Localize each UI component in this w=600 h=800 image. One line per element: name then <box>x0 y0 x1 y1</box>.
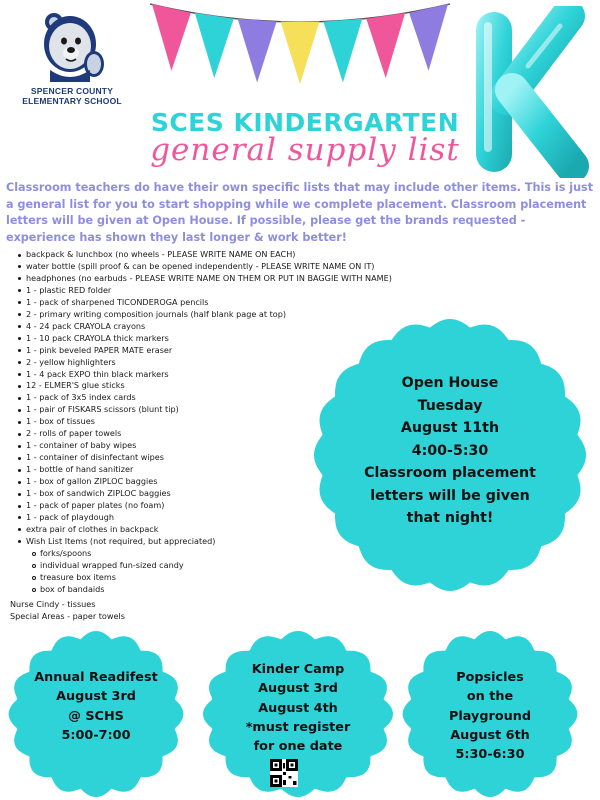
badge-text <box>402 668 578 764</box>
supply-item: 1 - pack of paper plates (no foam) <box>26 500 426 512</box>
badge-line: 4:00-5:30 <box>411 442 489 459</box>
supply-item: 1 - container of baby wipes <box>26 440 426 452</box>
badge-line: @ SCHS <box>68 708 124 724</box>
badge-line: for one date <box>253 739 343 755</box>
bunting-flag <box>281 22 320 84</box>
supply-item: 1 - pack of playdough <box>26 512 426 524</box>
bunting-flag <box>238 19 277 83</box>
badge-line: August 3rd <box>56 689 136 705</box>
bunting-flag <box>152 4 191 71</box>
bear-mascot-icon <box>36 8 108 84</box>
event-badge-popsicles <box>402 630 578 798</box>
page-title: SCES KINDERGARTEN <box>150 108 460 137</box>
badge-line: Playground <box>449 708 531 724</box>
big-letter-text: K <box>468 6 469 7</box>
supply-item: 1 - 4 pack EXPO thin black markers <box>26 369 426 381</box>
bunting-flag <box>323 19 362 83</box>
badge-line: on the <box>466 689 514 705</box>
supply-item: 1 - container of disinfectant wipes <box>26 452 426 464</box>
supply-item: 1 - 10 pack CRAYOLA thick markers <box>26 333 426 345</box>
badge-line: August 4th <box>258 700 338 716</box>
badge-text <box>313 372 587 530</box>
supply-item: 1 - box of gallon ZIPLOC baggies <box>26 476 426 488</box>
badge-line: August 6th <box>450 727 530 743</box>
school-name-line1: SPENCER COUNTY <box>30 86 114 96</box>
badge-line: Tuesday <box>417 397 483 414</box>
balloon-letter-k <box>468 6 590 178</box>
badge-line: 5:30-6:30 <box>455 747 525 763</box>
badge-line: Popsicles <box>456 670 524 685</box>
supply-item: 1 - pack of 3x5 index cards <box>26 392 426 404</box>
badge-text <box>8 668 184 745</box>
supply-item: 2 - yellow highlighters <box>26 357 426 369</box>
event-badge-kinder-camp <box>203 630 393 798</box>
wish-list-item: forks/spoons <box>40 548 426 560</box>
supply-item: 1 - pair of FISKARS scissors (blunt tip) <box>26 404 426 416</box>
supply-item: 1 - box of sandwich ZIPLOC baggies <box>26 488 426 500</box>
supply-item: 2 - rolls of paper towels <box>26 428 426 440</box>
event-badge-readifest <box>8 630 184 798</box>
supply-item: 1 - pack of sharpened TICONDEROGA pencils <box>26 297 426 309</box>
wish-list-item: individual wrapped fun-sized candy <box>40 560 426 572</box>
badge-text <box>203 660 393 756</box>
supply-item: 1 - box of tissues <box>26 416 426 428</box>
extra-notes <box>10 598 310 622</box>
badge-line: August 3rd <box>258 681 338 697</box>
bunting-flag <box>366 13 405 78</box>
badge-line: August 11th <box>400 420 500 436</box>
badge-line: letters will be given <box>370 487 530 504</box>
supply-item: 12 - ELMER'S glue sticks <box>26 380 426 392</box>
supply-item: 1 - pink beveled PAPER MATE eraser <box>26 345 426 357</box>
badge-line: that night! <box>406 510 494 526</box>
extra-note: Nurse Cindy - tissues <box>10 599 96 609</box>
badge-line: Classroom placement <box>364 465 536 481</box>
wish-list-item: box of bandaids <box>40 584 426 596</box>
open-house-badge <box>313 318 587 592</box>
extra-note: Special Areas - paper towels <box>10 611 125 621</box>
bunting-banner <box>150 0 450 110</box>
school-name <box>16 86 128 106</box>
supply-item: 1 - plastic RED folder <box>26 285 426 297</box>
wish-list-item: treasure box items <box>40 572 426 584</box>
bunting-flag <box>409 4 448 71</box>
supply-item: Wish List Items (not required, but appreciated) <box>26 536 426 548</box>
bunting-flag <box>195 13 234 78</box>
badge-line: *must register <box>245 719 351 735</box>
qr-code-icon[interactable] <box>270 759 298 787</box>
supply-item: extra pair of clothes in backpack <box>26 524 426 536</box>
badge-line: 5:00-7:00 <box>61 727 131 743</box>
supply-item: 2 - primary writing composition journals (half blank page at top) <box>26 309 426 321</box>
supply-item: backpack & lunchbox (no wheels - PLEASE WRITE NAME ON EACH) <box>26 249 426 261</box>
intro-paragraph: Classroom teachers do have their own specific lists that may include other items. This is just a general list for you to start shopping while we complete placement. Classroom placement letters will be given at Open House. If possible, please get the brands requested - experience has shown they last longer & work better! <box>6 181 594 244</box>
supply-item: headphones (no earbuds - PLEASE WRITE NAME ON THEM OR PUT IN BAGGIE WITH NAME) <box>26 273 426 285</box>
school-logo <box>16 8 128 118</box>
supply-item: 4 - 24 pack CRAYOLA crayons <box>26 321 426 333</box>
badge-line: Open House <box>401 375 499 391</box>
supply-item: 1 - bottle of hand sanitizer <box>26 464 426 476</box>
badge-line: Annual Readifest <box>34 670 158 685</box>
page-subtitle: general supply list <box>150 132 460 168</box>
school-name-line2: ELEMENTARY SCHOOL <box>22 96 122 106</box>
badge-line: Kinder Camp <box>251 662 345 677</box>
supply-item: water bottle (spill proof & can be opened independently - PLEASE WRITE NAME ON IT) <box>26 261 426 273</box>
